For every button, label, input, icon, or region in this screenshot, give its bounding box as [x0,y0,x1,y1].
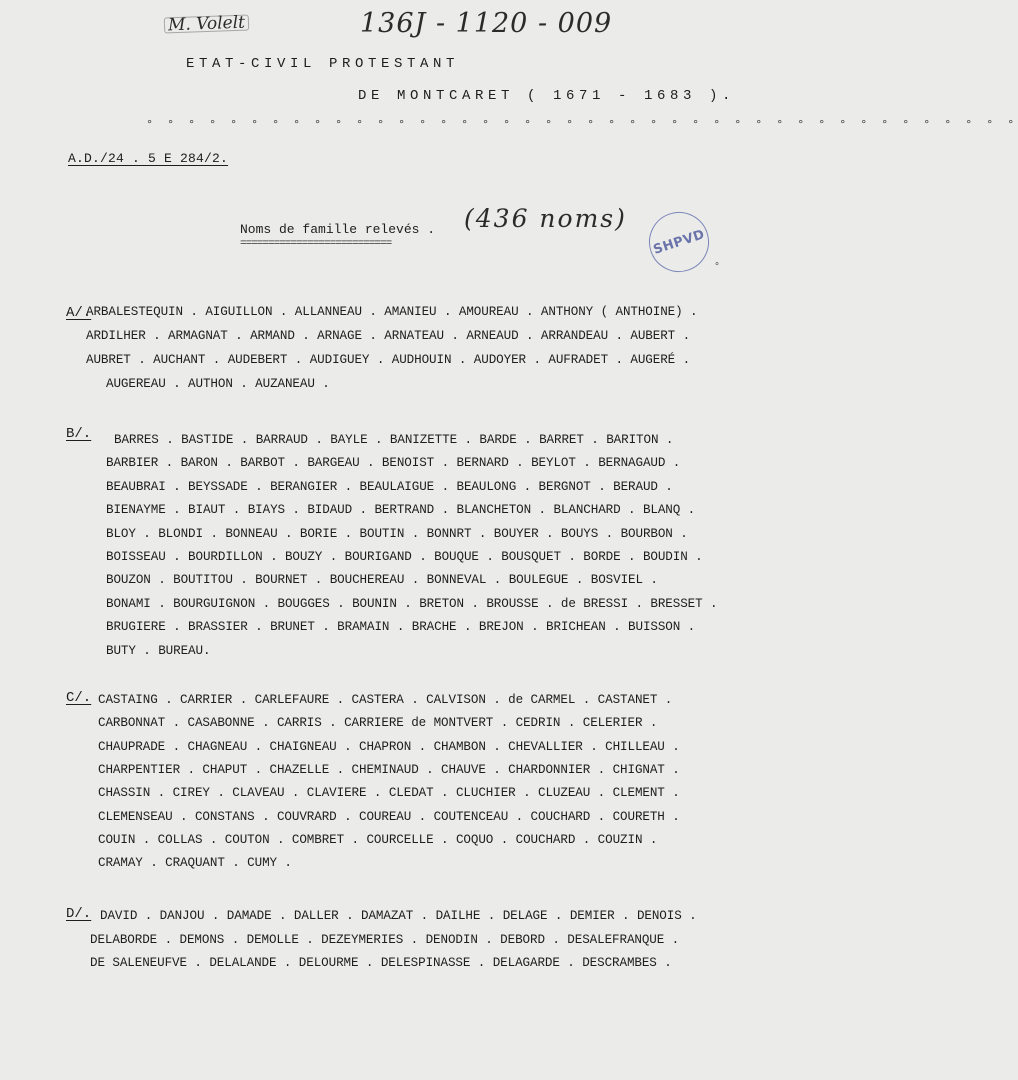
handwritten-count: (436 noms) [464,204,627,233]
name-line: DAVID . DANJOU . DAMADE . DALLER . DAMAZAT . DAILHE . DELAGE . DEMIER . DENOIS . [100,909,697,923]
name-line: ARBALESTEQUIN . AIGUILLON . ALLANNEAU . AMANIEU . AMOUREAU . ANTHONY ( ANTHOINE) . [86,305,698,319]
name-line: BLOY . BLONDI . BONNEAU . BORIE . BOUTIN . BONNRT . BOUYER . BOUYS . BOURBON . [106,526,688,541]
dotted-separator: ° ° ° ° ° ° ° ° ° ° ° ° ° ° ° ° ° ° ° ° ° ° ° ° ° ° ° ° ° ° ° ° ° ° ° ° ° ° ° ° ° ° [146,118,1018,132]
handwritten-name: M. Volelt [167,12,246,36]
name-line: CRAMAY . CRAQUANT . CUMY . [98,856,292,871]
archive-reference: A.D./24 . 5 E 284/2. [68,151,229,166]
name-line: BARRES . BASTIDE . BARRAUD . BAYLE . BANIZETTE . BARDE . BARRET . BARITON . [114,433,674,447]
name-line: CHAUPRADE . CHAGNEAU . CHAIGNEAU . CHAPRON . CHAMBON . CHEVALLIER . CHILLEAU . [98,739,680,754]
name-line: BUTY . BUREAU. [106,643,211,658]
archive-stamp [641,204,717,280]
section-heading: Noms de famille relevés . [240,222,436,237]
section-letter: A/. [66,305,92,321]
margin-mark: ° [714,262,721,273]
section-letter: C/. [66,690,92,706]
name-line: AUBRET . AUCHANT . AUDEBERT . AUDIGUEY . AUDHOUIN . AUDOYER . AUFRADET . AUGERÉ . [86,353,691,367]
name-line: BEAUBRAI . BEYSSADE . BERANGIER . BEAULAIGUE . BEAULONG . BERGNOT . BERAUD . [106,479,673,494]
heading-double-rule: =========================== [240,238,392,250]
name-line: CLEMENSEAU . CONSTANS . COUVRARD . COUREAU . COUTENCEAU . COUCHARD . COURETH . [98,809,680,824]
name-line: CASTAING . CARRIER . CARLEFAURE . CASTERA . CALVISON . de CARMEL . CASTANET . [98,693,673,707]
name-line: COUIN . COLLAS . COUTON . COMBRET . COURCELLE . COQUO . COUCHARD . COUZIN . [98,832,658,847]
name-line: CHARPENTIER . CHAPUT . CHAZELLE . CHEMINAUD . CHAUVE . CHARDONNIER . CHIGNAT . [98,762,680,777]
name-line: BOISSEAU . BOURDILLON . BOUZY . BOURIGAND . BOUQUE . BOUSQUET . BORDE . BOUDIN . [106,550,703,564]
section-letter: B/. [66,426,92,442]
section-letter: D/. [66,906,92,922]
name-line: DE SALENEUFVE . DELALANDE . DELOURME . DELESPINASSE . DELAGARDE . DESCRAMBES . [90,956,672,970]
name-line: DELABORDE . DEMONS . DEMOLLE . DEZEYMERIES . DENODIN . DEBORD . DESALEFRANQUE . [90,932,680,947]
handwritten-cote: 136J - 1120 - 009 [360,8,613,39]
title-line-2: DE MONTCARET ( 1671 - 1683 ). [358,88,736,104]
name-line: BARBIER . BARON . BARBOT . BARGEAU . BENOIST . BERNARD . BEYLOT . BERNAGAUD . [106,456,681,471]
title-line-1: ETAT-CIVIL PROTESTANT [186,56,460,72]
stamp-text: SHPVD [651,226,707,258]
name-line: AUGEREAU . AUTHON . AUZANEAU . [106,377,330,391]
name-line: BIENAYME . BIAUT . BIAYS . BIDAUD . BERTRAND . BLANCHETON . BLANCHARD . BLANQ . [106,503,696,518]
name-line: BRUGIERE . BRASSIER . BRUNET . BRAMAIN . BRACHE . BREJON . BRICHEAN . BUISSON . [106,620,696,635]
name-line: CHASSIN . CIREY . CLAVEAU . CLAVIERE . CLEDAT . CLUCHIER . CLUZEAU . CLEMENT . [98,786,680,801]
name-line: CARBONNAT . CASABONNE . CARRIS . CARRIERE de MONTVERT . CEDRIN . CELERIER . [98,716,658,731]
name-line: BOUZON . BOUTITOU . BOURNET . BOUCHEREAU . BONNEVAL . BOULEGUE . BOSVIEL . [106,573,658,588]
name-line: BONAMI . BOURGUIGNON . BOUGGES . BOUNIN . BRETON . BROUSSE . de BRESSI . BRESSET . [106,596,718,611]
name-line: ARDILHER . ARMAGNAT . ARMAND . ARNAGE . ARNATEAU . ARNEAUD . ARRANDEAU . AUBERT . [86,329,691,343]
